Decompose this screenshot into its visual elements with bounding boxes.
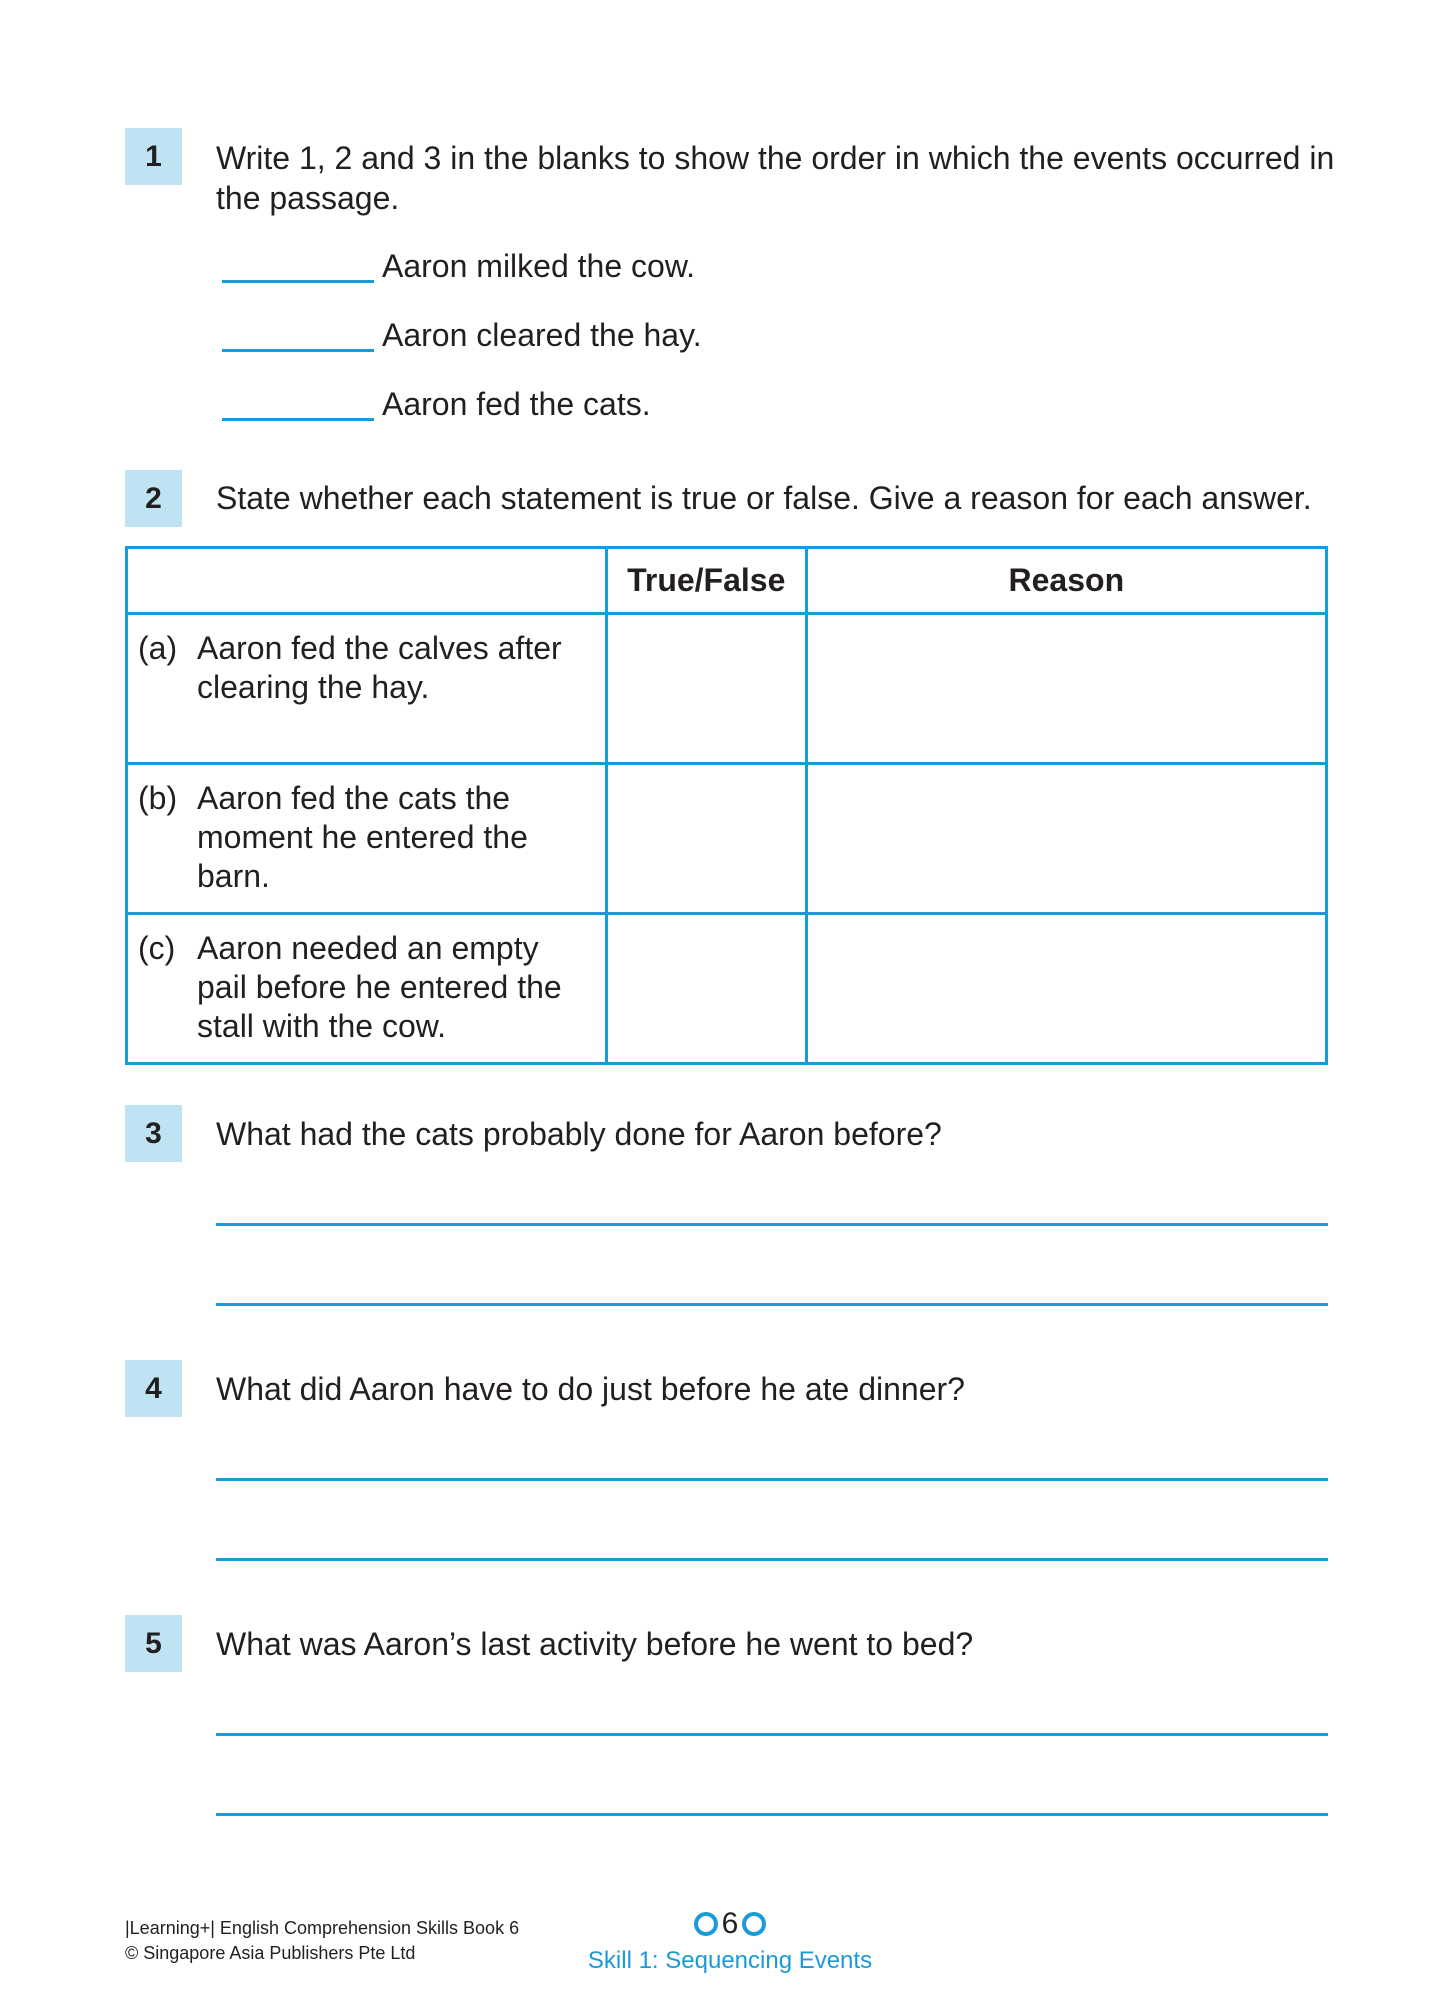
q1-event-text: Aaron fed the cats. bbox=[382, 386, 651, 422]
statement-label: (b) bbox=[138, 780, 178, 816]
question-4-prompt: What did Aaron have to do just before he ate dinner? bbox=[216, 1371, 965, 1407]
statement-text: Aaron fed the cats the moment he entered the barn. bbox=[197, 780, 528, 894]
table-row bbox=[127, 764, 1327, 914]
q1-event-text: Aaron cleared the hay. bbox=[382, 317, 702, 353]
ring-icon bbox=[742, 1912, 766, 1936]
q1-event-text: Aaron milked the cow. bbox=[382, 248, 696, 284]
q4-answer-line-1[interactable] bbox=[216, 1478, 1328, 1481]
header-reason: Reason bbox=[806, 548, 1326, 614]
statement-text: Aaron fed the calves after clearing the hay. bbox=[197, 630, 562, 705]
statement-cell bbox=[127, 614, 607, 764]
question-1-prompt: Write 1, 2 and 3 in the blanks to show the order in which the events occurred in the passage. bbox=[216, 140, 1335, 216]
q5-answer-line-2[interactable] bbox=[216, 1813, 1328, 1816]
true-false-answer-cell[interactable] bbox=[606, 614, 806, 764]
ring-icon bbox=[694, 1912, 718, 1936]
question-2-prompt: State whether each statement is true or false. Give a reason for each answer. bbox=[216, 480, 1312, 516]
footer-book-title: |Learning+| English Comprehension Skills Book 6 bbox=[125, 1918, 520, 1938]
q1-blank-1[interactable] bbox=[222, 280, 374, 283]
table-header-row bbox=[127, 548, 1327, 614]
true-false-answer-cell[interactable] bbox=[606, 914, 806, 1064]
reason-answer-cell[interactable] bbox=[806, 914, 1326, 1064]
q3-answer-line-1[interactable] bbox=[216, 1223, 1328, 1226]
question-3-prompt: What had the cats probably done for Aaron before? bbox=[216, 1116, 942, 1152]
q1-blank-2[interactable] bbox=[222, 349, 374, 352]
statement-label: (c) bbox=[138, 930, 176, 966]
footer-publisher-info bbox=[125, 1916, 519, 1966]
true-false-answer-cell[interactable] bbox=[606, 764, 806, 914]
footer-copyright: © Singapore Asia Publishers Pte Ltd bbox=[125, 1943, 416, 1963]
statement-label: (a) bbox=[138, 630, 178, 666]
reason-answer-cell[interactable] bbox=[806, 764, 1326, 914]
question-number-5: 5 bbox=[125, 1615, 182, 1672]
true-false-table bbox=[125, 546, 1328, 1065]
reason-answer-cell[interactable] bbox=[806, 614, 1326, 764]
question-5-prompt: What was Aaron’s last activity before he went to bed? bbox=[216, 1626, 974, 1662]
question-number-4: 4 bbox=[125, 1360, 182, 1417]
skill-caption: Skill 1: Sequencing Events bbox=[587, 1947, 873, 1974]
q1-blank-3[interactable] bbox=[222, 418, 374, 421]
q5-answer-line-1[interactable] bbox=[216, 1733, 1328, 1736]
q3-answer-line-2[interactable] bbox=[216, 1303, 1328, 1306]
statement-cell bbox=[127, 764, 607, 914]
table-row bbox=[127, 914, 1327, 1064]
question-number-3: 3 bbox=[125, 1105, 182, 1162]
header-true-false: True/False bbox=[606, 548, 806, 614]
question-number-2: 2 bbox=[125, 470, 182, 527]
page-number-text: 6 bbox=[721, 1907, 739, 1940]
statement-cell bbox=[127, 914, 607, 1064]
header-statement bbox=[127, 548, 607, 614]
question-number-1: 1 bbox=[125, 128, 182, 185]
statement-text: Aaron needed an empty pail before he entered the stall with the cow. bbox=[197, 930, 562, 1044]
q4-answer-line-2[interactable] bbox=[216, 1558, 1328, 1561]
page-number bbox=[680, 1904, 780, 1944]
table-row bbox=[127, 614, 1327, 764]
